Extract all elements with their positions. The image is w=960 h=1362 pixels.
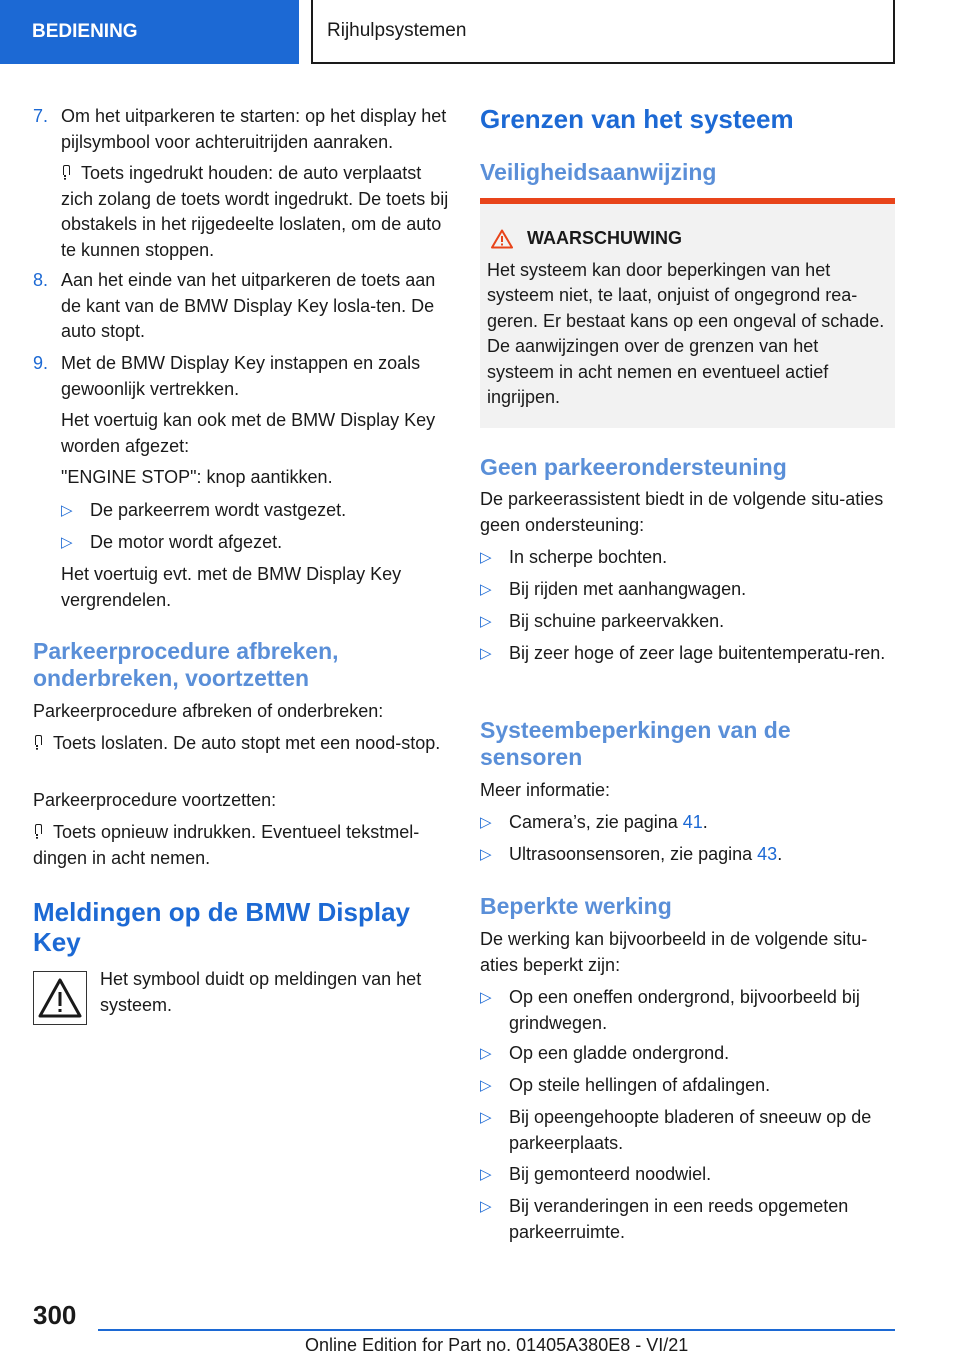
paragraph: Parkeerprocedure voortzetten: xyxy=(33,790,277,810)
footer-edition: Online Edition for Part no. 01405A380E8 - VI/21 xyxy=(305,1335,689,1355)
warning-triangle-icon xyxy=(34,972,86,1024)
page-link[interactable]: 41 xyxy=(682,812,703,832)
step-9 xyxy=(33,351,451,491)
warning-text: Het systeem kan door beperkingen van het systeem niet, te laat, onjuist of ongegrond rea-geren. Er bestaat kans op een ongeval of schade. De aanwijzingen over de grenzen van het systeem in acht nemen en eventueel actief ingrijpen. xyxy=(487,259,885,407)
warning-title: WAARSCHUWING xyxy=(491,226,887,252)
step-8 xyxy=(33,268,451,345)
paragraph: Het symbool duidt op meldingen van het systeem. xyxy=(100,969,422,1015)
list-item: ▷ Op een gladde ondergrond. xyxy=(480,1041,895,1067)
warning-box xyxy=(480,198,895,428)
warning-symbol xyxy=(33,971,87,1025)
page-number: 300 xyxy=(33,1300,77,1330)
list-item: ▷ Bij gemonteerd noodwiel. xyxy=(480,1162,895,1188)
bullet-icon: ▷ xyxy=(480,581,492,598)
subsection-heading: Parkeerprocedure afbreken, onderbreken, voortzetten xyxy=(33,638,339,691)
section-heading: Grenzen van het systeem xyxy=(480,104,794,134)
list-item: ▷ De motor wordt afgezet. xyxy=(61,530,451,556)
list-item: ▷ Op steile hellingen of afdalingen. xyxy=(480,1073,895,1099)
paragraph: Toets opnieuw indrukken. Eventueel tekstmel-dingen in acht nemen. xyxy=(33,822,420,868)
section-heading: Meldingen op de BMW Display Key xyxy=(33,897,411,957)
list-item: ▷ Bij zeer hoge of zeer lage buitentemperatu-ren. xyxy=(480,641,895,667)
list-item: ▷ Bij veranderingen in een reeds opgemeten parkeerruimte. xyxy=(480,1196,849,1242)
list-item: ▷ Bij opeengehoopte bladeren of sneeuw op de parkeerplaats. xyxy=(480,1107,872,1153)
subsection-heading: Systeembeperkingen van de sensoren xyxy=(480,717,791,770)
step-7 xyxy=(33,104,451,263)
list-item: ▷ In scherpe bochten. xyxy=(480,545,895,571)
hand-press-icon xyxy=(61,165,71,181)
step-number: 9. xyxy=(33,353,49,373)
list-item: ▷ Op een oneffen ondergrond, bijvoorbeeld bij grindwegen. xyxy=(480,987,860,1033)
bullet-icon: ▷ xyxy=(480,1077,492,1094)
paragraph: Toets loslaten. De auto stopt met een nood-stop. xyxy=(33,731,451,757)
bullet-icon: ▷ xyxy=(61,534,73,551)
step-number: 8. xyxy=(33,270,49,290)
step-text: Om het uitparkeren te starten: op het display het pijlsymbool voor achteruitrijden aanraken. xyxy=(61,106,447,152)
subsection-heading: Veiligheidsaanwijzing xyxy=(480,159,717,185)
paragraph: De parkeerassistent biedt in de volgende situ-aties geen ondersteuning: xyxy=(480,489,884,535)
paragraph: Parkeerprocedure afbreken of onderbreken: xyxy=(33,701,384,721)
page-link[interactable]: 43 xyxy=(757,844,778,864)
bullet-icon: ▷ xyxy=(480,1109,492,1126)
bullet-icon: ▷ xyxy=(480,613,492,630)
list-item: ▷ De parkeerrem wordt vastgezet. xyxy=(61,498,451,524)
subsection-heading: Geen parkeerondersteuning xyxy=(480,454,787,480)
bullet-icon: ▷ xyxy=(480,814,492,831)
chapter-title: Rijhulpsystemen xyxy=(311,0,895,64)
step-text: Met de BMW Display Key instappen en zoals gewoonlijk vertrekken. xyxy=(61,353,421,399)
step-paragraph: Het voertuig kan ook met de BMW Display Key worden afgezet: xyxy=(61,410,436,456)
paragraph: De werking kan bijvoorbeeld in de volgende situ-aties beperkt zijn: xyxy=(480,929,868,975)
bullet-icon: ▷ xyxy=(480,989,492,1006)
bullet-icon: ▷ xyxy=(480,846,492,863)
list-item: ▷ Ultrasoonsensoren, zie pagina 43. xyxy=(480,842,895,868)
hand-press-icon xyxy=(33,824,43,840)
warning-triangle-icon xyxy=(491,229,513,249)
hand-press-icon xyxy=(33,735,43,751)
section-title: BEDIENING xyxy=(0,0,299,64)
list-item: ▷ Bij schuine parkeervakken. xyxy=(480,609,895,635)
step-paragraph: "ENGINE STOP": knop aantikken. xyxy=(61,467,333,487)
subsection-heading: Beperkte werking xyxy=(480,893,672,919)
step-number: 7. xyxy=(33,106,49,126)
paragraph: Meer informatie: xyxy=(480,780,611,800)
bullet-icon: ▷ xyxy=(480,645,492,662)
bullet-icon: ▷ xyxy=(480,549,492,566)
step-paragraph: Het voertuig evt. met de BMW Display Key vergrendelen. xyxy=(61,564,402,610)
list-item: ▷ Camera’s, zie pagina 41. xyxy=(480,810,895,836)
step-text: Aan het einde van het uitparkeren de toets aan de kant van de BMW Display Key losla-ten. De auto stopt. xyxy=(61,270,436,341)
bullet-icon: ▷ xyxy=(480,1166,492,1183)
step-note: Toets ingedrukt houden: de auto verplaatst zich zolang de toets wordt ingedrukt. De toets bij obstakels in het rijgedeelte loslaten, om de auto te kunnen stoppen. xyxy=(61,163,449,260)
bullet-icon: ▷ xyxy=(61,502,73,519)
bullet-icon: ▷ xyxy=(480,1198,492,1215)
bullet-icon: ▷ xyxy=(480,1045,492,1062)
list-item: ▷ Bij rijden met aanhangwagen. xyxy=(480,577,895,603)
